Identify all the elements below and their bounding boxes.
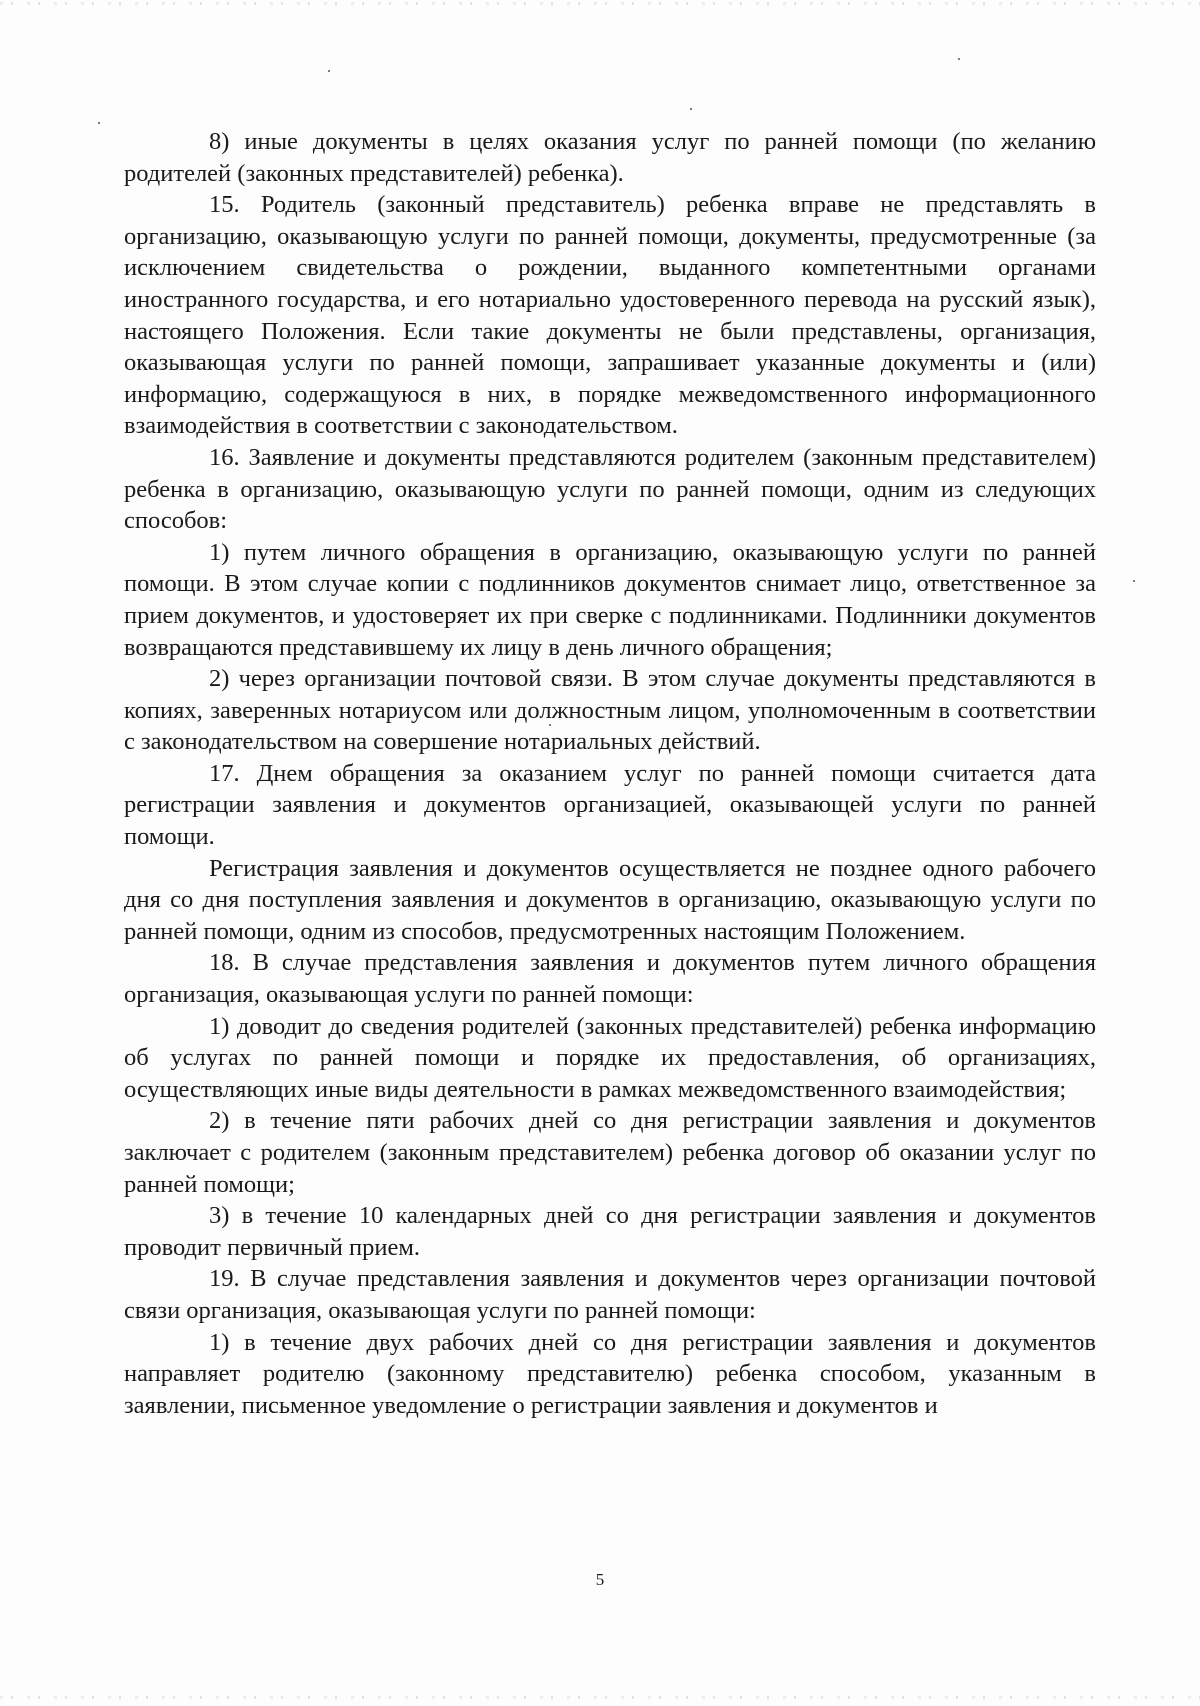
scan-speck	[98, 122, 100, 124]
clause-18-item-1: 1) доводит до сведения родителей (законных представителей) ребенка информацию об услугах по ранней помощи и порядке их предоставления, об организациях, осуществляющих иные виды деятельности в рамках межведомственного взаимодействия;	[124, 1012, 1096, 1103]
clause-16-item-2: 2) через организации почтовой связи. В этом случае документы представляются в копиях, заверенных нотариусом или должностным лицом, уполномоченным в соответствии с законодательством на совершение нотариальных действий.	[124, 665, 1096, 756]
clause-18-item-2: 2) в течение пяти рабочих дней со дня регистрации заявления и документов заключает с родителем (законным представителем) ребенка договор об оказании услуг по ранней помощи;	[124, 1107, 1096, 1198]
clause-17: 17. Днем обращения за оказанием услуг по ранней помощи считается дата регистрации заявления и документов организацией, оказывающей услуги по ранней помощи.	[124, 759, 1096, 851]
scan-speck	[328, 70, 330, 72]
page-number: 5	[595, 1570, 605, 1589]
clause-16-item-1: 1) путем личного обращения в организацию, оказывающую услуги по ранней помощи. В этом случае копии с подлинников документов снимает лицо, ответственное за прием документов, и удостоверяет их при сверке с подлинниками. Подлинники документов возвращаются представившему их лицу в день личного обращения;	[124, 538, 1096, 661]
clause-16: 16. Заявление и документы представляются родителем (законным представителем) ребенка в организацию, оказывающую услуги по ранней помощи, одним из следующих способов:	[124, 443, 1096, 535]
clause-15: 15. Родитель (законный представитель) ребенка вправе не представлять в организацию, оказывающую услуги по ранней помощи, документы, предусмотренные (за исключением свидетельства о рождении, выданного компетентными органами иностранного государства, и его нотариально удостоверенного перевода на русский язык), настоящего Положения. Если такие документы не были представлены, организация, оказывающая услуги по ранней помощи, запрашивает указанные документы и (или) информацию, содержащуюся в них, в порядке межведомственного информационного взаимодействия в соответствии с законодательством.	[124, 191, 1096, 440]
clause-19-item-1: 1) в течение двух рабочих дней со дня регистрации заявления и документов направляет родителю (законному представителю) ребенка способом, указанным в заявлении, письменное уведомление о регистрации заявления и документов и	[124, 1328, 1096, 1419]
clause-18-item-3: 3) в течение 10 календарных дней со дня регистрации заявления и документов проводит первичный прием.	[124, 1202, 1096, 1261]
top-scan-edge	[0, 2, 1200, 5]
clause-19: 19. В случае представления заявления и документов через организации почтовой связи организация, оказывающая услуги по ранней помощи:	[124, 1265, 1096, 1324]
scan-speck	[958, 58, 960, 60]
list-item-8: 8) иные документы в целях оказания услуг по ранней помощи (по желанию родителей (законных представителей) ребенка).	[124, 128, 1096, 187]
scan-speck	[1133, 580, 1135, 582]
document-body	[124, 126, 1096, 1421]
bottom-scan-edge	[0, 1696, 1200, 1699]
clause-17-registration: Регистрация заявления и документов осуществляется не позднее одного рабочего дня со дня поступления заявления и документов в организацию, оказывающую услуги по ранней помощи, одним из способов, предусмотренных настоящим Положением.	[124, 854, 1096, 945]
clause-18: 18. В случае представления заявления и документов путем личного обращения организация, оказывающая услуги по ранней помощи:	[124, 949, 1096, 1009]
scan-speck	[690, 108, 692, 110]
